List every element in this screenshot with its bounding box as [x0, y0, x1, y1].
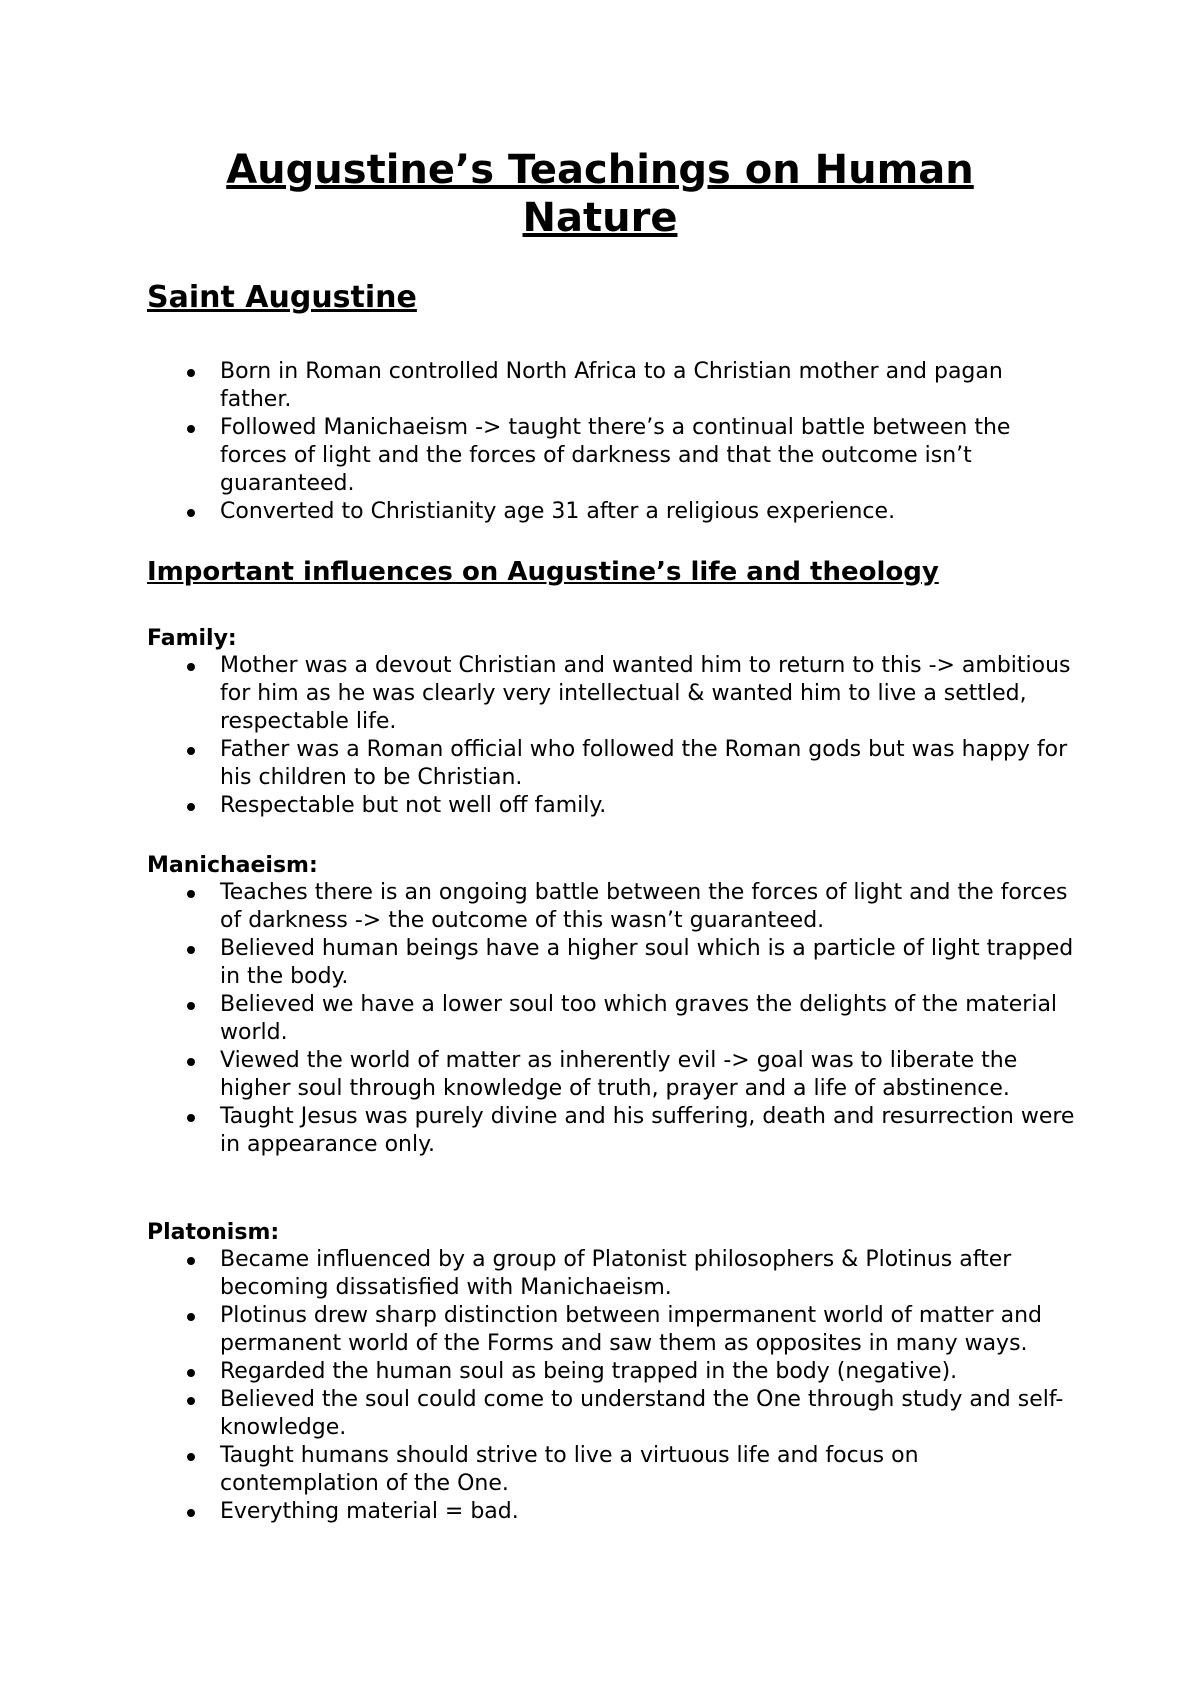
platonism-label: Platonism:	[147, 1220, 280, 1245]
list-item: Mother was a devout Christian and wanted him to return to this -> ambitious for him as he was clearly very intellectual & wanted him to live a settled, respectable life.	[147, 652, 1077, 736]
list-item: Everything material = bad.	[147, 1498, 1077, 1526]
list-item: Taught Jesus was purely divine and his suffering, death and resurrection were in appearance only.	[147, 1103, 1077, 1159]
list-item: Taught humans should strive to live a virtuous life and focus on contemplation of the One.	[147, 1442, 1077, 1498]
list-item: Converted to Christianity age 31 after a religious experience.	[147, 498, 1077, 526]
list-item: Teaches there is an ongoing battle between the forces of light and the forces of darkness -> the outcome of this wasn’t guaranteed.	[147, 879, 1077, 935]
list-item: Born in Roman controlled North Africa to a Christian mother and pagan father.	[147, 358, 1077, 414]
list-item: Became influenced by a group of Platonist philosophers & Plotinus after becoming dissatisfied with Manichaeism.	[147, 1246, 1077, 1302]
title-line-1: Augustine’s Teachings on Human	[226, 147, 974, 193]
list-item: Viewed the world of matter as inherently evil -> goal was to liberate the higher soul through knowledge of truth, prayer and a life of abstinence.	[147, 1047, 1077, 1103]
family-label: Family:	[147, 626, 237, 651]
list-item: Believed the soul could come to understand the One through study and self-knowledge.	[147, 1386, 1077, 1442]
family-list	[147, 652, 1077, 820]
list-item: Believed human beings have a higher soul which is a particle of light trapped in the body.	[147, 935, 1077, 991]
saint-augustine-list	[147, 358, 1077, 526]
manichaeism-list	[147, 879, 1077, 1159]
influences-heading: Important influences on Augustine’s life and theology	[147, 557, 939, 587]
document-title	[0, 146, 1200, 242]
list-item: Respectable but not well off family.	[147, 792, 1077, 820]
list-item: Plotinus drew sharp distinction between impermanent world of matter and permanent world of the Forms and saw them as opposites in many ways.	[147, 1302, 1077, 1358]
list-item: Regarded the human soul as being trapped in the body (negative).	[147, 1358, 1077, 1386]
manichaeism-label: Manichaeism:	[147, 853, 318, 878]
list-item: Father was a Roman official who followed the Roman gods but was happy for his children to be Christian.	[147, 736, 1077, 792]
title-line-2: Nature	[522, 195, 678, 241]
platonism-list	[147, 1246, 1077, 1526]
list-item: Followed Manichaeism -> taught there’s a continual battle between the forces of light and the forces of darkness and that the outcome isn’t guaranteed.	[147, 414, 1077, 498]
saint-augustine-heading: Saint Augustine	[147, 280, 417, 315]
list-item: Believed we have a lower soul too which graves the delights of the material world.	[147, 991, 1077, 1047]
